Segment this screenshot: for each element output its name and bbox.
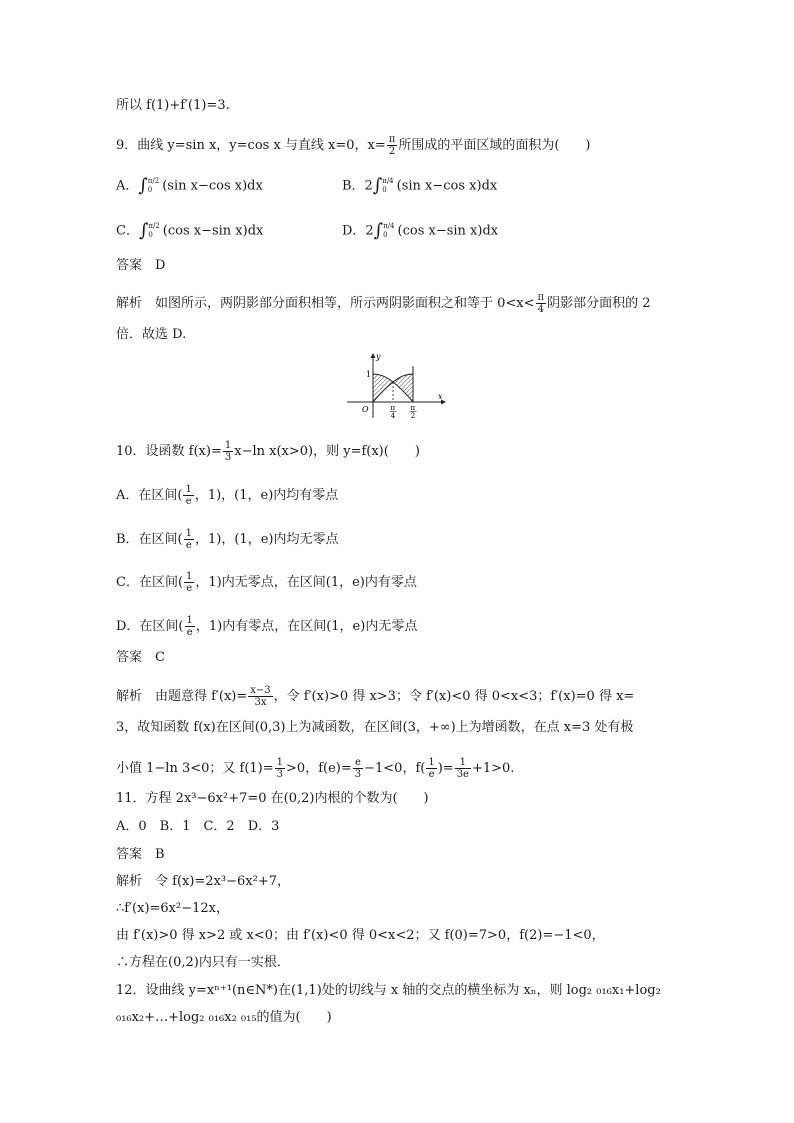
- q9-option-d: [342, 222, 498, 240]
- opt-text-post: ，1)，(1，e)内均有零点: [194, 488, 339, 503]
- fraction-pi-over-2: [387, 134, 398, 157]
- q10-text-post: x−ln x(x>0)，则 y=f(x)( ): [234, 444, 420, 459]
- exp10c-part4: )=: [437, 761, 454, 776]
- explanation-11-line4: ∴方程在(0,2)内只有一实根．: [116, 955, 290, 970]
- question-10: [116, 440, 420, 463]
- integral-sign-icon: ∫: [373, 220, 384, 241]
- exp10c-part5: +1>0.: [471, 761, 515, 776]
- integral-limits: [148, 222, 159, 240]
- fraction-pi-over-4: [536, 292, 547, 315]
- q10-option-c: [116, 571, 417, 594]
- exp9-text-post: 阴影部分面积的 2: [547, 296, 651, 311]
- question-12-line1: 12．设曲线 y=xⁿ⁺¹(n∈N*)在(1,1)处的切线与 x 轴的交点的横坐标为 xₙ，则 log₂ ₀₁₆x₁+log₂: [116, 983, 661, 998]
- option-label: B．2: [342, 178, 373, 194]
- upper-limit: π/2: [147, 177, 160, 185]
- explanation-11-line2: ∴f′(x)=6x²−12x，: [116, 901, 229, 916]
- integral-sign-icon: ∫: [372, 175, 383, 196]
- frac-num: 1: [224, 440, 232, 451]
- q10-text-pre: 10．设函数 f(x)=: [116, 444, 222, 459]
- lower-limit: 0: [147, 186, 153, 194]
- integral-limits: [148, 177, 159, 195]
- integral-sign-icon: ∫: [138, 175, 148, 196]
- frac-num: 1: [428, 757, 435, 768]
- answer-11: 答案 B: [116, 847, 165, 862]
- frac-den: e: [186, 627, 193, 638]
- frac-den: 3e: [456, 769, 469, 780]
- fraction-one-over-e: [185, 615, 195, 638]
- option-label: A．: [116, 178, 139, 194]
- opt-text-pre: B．在区间(: [116, 532, 183, 547]
- q10-option-b: [116, 528, 338, 551]
- integrand: (cos x−sin x)dx: [162, 223, 264, 239]
- integral-sign-icon: ∫: [138, 220, 149, 241]
- opt-text-pre: A．在区间(: [116, 488, 183, 503]
- frac-den: 2: [388, 146, 396, 157]
- question-11: 11．方程 2x³−6x²+7=0 在(0,2)内根的个数为( ): [116, 791, 429, 806]
- area-graph-figure: [345, 352, 447, 420]
- upper-limit: π/4: [382, 177, 394, 185]
- fraction-f1: [275, 757, 285, 780]
- y-axis-label: y: [376, 352, 381, 361]
- q9-option-c: [116, 222, 263, 240]
- option-label: D．2: [342, 223, 374, 239]
- explanation-9-line2: 倍．故选 D.: [116, 327, 187, 342]
- exp10-text-pre: 解析 由题意得 f′(x)=: [116, 689, 248, 704]
- frac-num: 1: [276, 757, 284, 768]
- q9-option-b: [342, 177, 497, 195]
- q10-option-a: [116, 484, 338, 507]
- fraction-one-over-e: [184, 571, 194, 594]
- explanation-10-line2: 3，故知函数 f(x)在区间(0,3)上为减函数，在区间(3，+∞)上为增函数，在点 x=3 处有极: [116, 720, 634, 735]
- integral-limits: [383, 222, 394, 240]
- fraction-arg: [426, 757, 436, 780]
- lower-limit: 0: [382, 186, 387, 194]
- fraction-one-over-e: [184, 528, 194, 551]
- frac-num: 1: [186, 571, 193, 582]
- q11-options: A．0 B．1 C．2 D．3: [116, 819, 280, 834]
- option-label: C．: [116, 223, 139, 239]
- answer-9: 答案 D: [116, 258, 166, 273]
- fraction-one-third: [223, 440, 233, 463]
- integrand: (sin x−cos x)dx: [162, 178, 263, 194]
- integrand: (sin x−cos x)dx: [396, 178, 498, 194]
- q10-option-d: [116, 615, 417, 638]
- explanation-10-line3: [116, 757, 514, 780]
- explanation-11-line3: 由 f′(x)>0 得 x>2 或 x<0；由 f′(x)<0 得 0<x<2；又 f(0)=7>0，f(2)=−1<0，: [116, 928, 605, 943]
- question-12-line2: ₀₁₆x₂+…+log₂ ₀₁₆x₂ ₀₁₅的值为( ): [116, 1010, 332, 1025]
- x-axis-label: x: [438, 392, 443, 401]
- explanation-9-line1: [116, 292, 651, 315]
- frac-den: e: [428, 769, 435, 780]
- tick-pi2-num: π: [410, 404, 416, 412]
- origin-label: O: [362, 405, 369, 414]
- explanation-10-line1: [116, 685, 634, 708]
- explanation-11-line1: 解析 令 f(x)=2x³−6x²+7，: [116, 874, 290, 889]
- frac-den: e: [186, 583, 193, 594]
- opt-text-post: ，1)内有零点，在区间(1，e)内无零点: [195, 619, 418, 634]
- frac-den: 3: [276, 769, 284, 780]
- exp9-text-pre: 解析 如图所示，两阴影部分面积相等，所示两阴影面积之和等于 0<x<: [116, 296, 535, 311]
- frac-num: x−3: [250, 685, 271, 696]
- q9-text-pre: 9．曲线 y=sin x，y=cos x 与直线 x=0，x=: [116, 138, 386, 153]
- frac-num: 1: [455, 757, 471, 769]
- upper-limit: π/4: [383, 222, 395, 230]
- upper-limit: π/2: [148, 222, 160, 230]
- opt-text-pre: C．在区间(: [116, 575, 184, 590]
- exp10c-part3: −1<0，f(: [364, 761, 426, 776]
- frac-num: 1: [186, 615, 193, 626]
- opt-text-post: ，1)内无零点，在区间(1，e)内有零点: [195, 575, 417, 590]
- frac-den: 4: [537, 304, 544, 315]
- frac-den: 3x: [254, 697, 267, 708]
- q9-option-a: [116, 177, 263, 195]
- integral-limits: [382, 177, 393, 195]
- tick-pi4-num: π: [390, 404, 396, 412]
- lower-limit: 0: [383, 231, 388, 239]
- frac-den: e: [185, 540, 192, 551]
- tick-pi4-den: 4: [390, 412, 396, 420]
- fraction-derivative: [248, 685, 272, 708]
- fraction-fe: [353, 757, 363, 780]
- fraction-value: [455, 757, 471, 780]
- integrand: (cos x−sin x)dx: [397, 223, 499, 239]
- frac-num: e: [353, 757, 363, 769]
- frac-num: π: [537, 292, 545, 303]
- q9-text-post: 所围成的平面区域的面积为( ): [398, 138, 591, 153]
- frac-den: 3: [224, 452, 232, 463]
- exp10c-part1: 小值 1−ln 3<0；又 f(1)=: [116, 761, 274, 776]
- answer-10: 答案 C: [116, 650, 165, 665]
- y-axis-arrow-icon: [371, 353, 376, 358]
- question-9: [116, 134, 591, 157]
- frac-num: 1: [185, 528, 193, 539]
- line-conclusion: 所以 f(1)+f′(1)=3.: [116, 98, 230, 113]
- frac-den: e: [185, 496, 192, 507]
- exp10-text-post: ，令 f′(x)>0 得 x>3；令 f′(x)<0 得 0<x<3；f′(x)=0 得 x=: [273, 689, 635, 704]
- exp10c-part2: >0，f(e)=: [286, 761, 352, 776]
- opt-text-pre: D．在区间(: [116, 619, 184, 634]
- y-tick-label-1: 1: [366, 370, 372, 379]
- frac-den: 3: [354, 769, 362, 780]
- opt-text-post: ，1)，(1，e)内均无零点: [195, 532, 339, 547]
- lower-limit: 0: [148, 231, 153, 239]
- frac-num: π: [388, 134, 396, 145]
- fraction-one-over-e: [183, 484, 193, 507]
- frac-num: 1: [185, 484, 192, 495]
- tick-pi2-den: 2: [410, 412, 416, 420]
